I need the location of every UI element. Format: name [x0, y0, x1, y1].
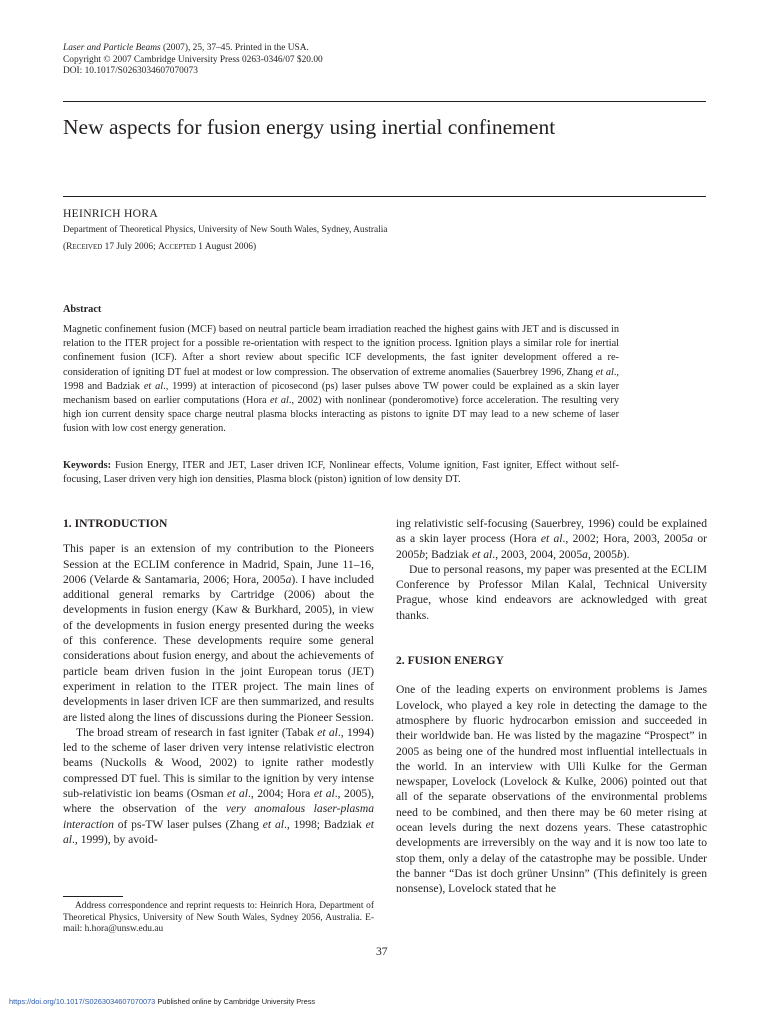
p2-text-f: ., 1998; Badziak: [283, 817, 366, 831]
p1-text-a: This paper is an extension of my contribution to the Pioneers Session at the ECLIM conference in Madrid, Spain, June 11–16, 2006 (Velarde & Santamaria, 2006; Hora, 2005: [63, 542, 374, 586]
r1-letter-b-2: b: [616, 547, 623, 561]
footnote-rule: [63, 896, 123, 897]
abstract-et-al-2: et al: [143, 380, 164, 392]
r1-et-al-1: et al: [540, 532, 563, 546]
author-name: HEINRICH HORA: [63, 207, 159, 220]
received-date: 17 July 2006;: [102, 242, 159, 252]
page-number: 37: [376, 945, 388, 958]
p2-text-e: of ps-TW laser pulses (Zhang: [113, 817, 263, 831]
p2-emphasis: very anomalous laser-plasma interaction: [63, 802, 374, 831]
r1-text-e: ., 2003, 2004, 2005: [492, 547, 583, 561]
section-1-heading: 1. INTRODUCTION: [63, 517, 168, 530]
abstract-text-2: ., 1998 and Badziak: [63, 366, 620, 392]
doi-link[interactable]: https://doi.org/10.1017/S0263034607070073: [9, 997, 156, 1006]
received-accepted-dates: [63, 242, 256, 252]
accepted-label: Accepted: [158, 242, 196, 252]
published-online-line: [9, 997, 315, 1006]
title-rule: [63, 196, 706, 197]
r1-letter-a-2: a: [582, 547, 588, 561]
journal-doi: DOI: 10.1017/S0263034607070073: [63, 66, 198, 76]
journal-copyright: Copyright © 2007 Cambridge University Press 0263-0346/07 $20.00: [63, 54, 323, 65]
intro-paragraph-1: [63, 541, 374, 725]
journal-name: Laser and Particle Beams: [63, 43, 161, 53]
p2-et-al-3: et al: [313, 787, 335, 801]
left-column: [63, 516, 374, 847]
abstract-et-al-1: et al: [595, 366, 614, 378]
p2-et-al-2: et al: [227, 787, 248, 801]
accepted-date: 1 August 2006): [195, 242, 257, 252]
abstract-text-1: Magnetic confinement fusion (MCF) based on neutral particle beam irradiation reached the highest gains with JET and is discussed in relation to the ITER project for a possible re-orientation with respect to the ignition process. Ignition plays a similar role for inertial confinement fusion (ICF). After a short review about specific ICF developments, the fast igniter development offered a re-consideration of igniting DT fuel at modest or low compression. The observation of extreme anomalies (Sauerbrey 1996, Zhang: [63, 324, 619, 378]
p2-et-al-1: et al: [317, 725, 338, 739]
p1-letter-a: a: [285, 572, 292, 586]
right-column: [396, 516, 707, 897]
fusion-energy-paragraph: One of the leading experts on environment problems is James Lovelock, who played a key role in detecting the damage to the atmosphere by fluoric hydrocarbon emission and succeeded in their worldwide ban. He was listed by the magazine “Prospect” in 2005 as being one of the hundred most influential intellectuals in the world. In an interview with Ulli Kulke for the German newspaper, Lovelock (Lovelock & Kulke, 2006) pointed out that all of the separate observations of the environmental problems need to be combined, and then there may be 60 meter rising at ocean levels during the next dozens years. These catastrophic developments are irreversibly on the way and it is now too late to stop them, only a delay of the catastrophe may be possible. Under the banner “Das ist doch grüner Unsinn” (This definitely is green nonsense), Lovelock stated that he: [396, 683, 707, 896]
p2-text-a: The broad stream of research in fast igniter (Tabak: [76, 725, 318, 739]
published-online-text: Published online by Cambridge University Press: [155, 997, 316, 1006]
abstract-text-4: ., 2002) with nonlinear (ponderomotive) force acceleration. The resulting very high ion current density space charge neutral plasma blocks interacting as pistons to ignite DT may lead to a new scheme of laser fusion with low cost energy generation.: [63, 395, 619, 435]
keywords-label: Keywords:: [63, 460, 112, 471]
r1-text-c: or 2005: [396, 532, 707, 561]
dates-open: (: [63, 242, 67, 252]
r1-et-al-2: et al: [472, 547, 493, 561]
right-paragraph-1: [396, 516, 707, 562]
abstract-heading: Abstract: [63, 304, 102, 315]
journal-citation-rest: (2007), 25, 37–45. Printed in the USA.: [160, 43, 309, 53]
article-title: New aspects for fusion energy using inertial confinement: [63, 115, 556, 139]
abstract-et-al-3: et al: [270, 395, 289, 407]
section-2-heading: 2. FUSION ENERGY: [396, 654, 504, 668]
p1-text-b: ). I have included additional general remarks by Cartridge (2006) about the developments in fusion energy (Kaw & Burkhard, 2005), in view of the developments in fusion energy presented during the weeks of this conference. These developments require some general considerations about fusion energy, and about the achievements of particle beam driven fusion in the joint European torus (JET) experiment in relation to the ITER project. The main lines of developments in laser driven ICF are then summarized, and results are listed along the lines of discussions during the Pioneer Session.: [63, 572, 374, 724]
r1-letter-a-1: a: [687, 532, 694, 546]
abstract-text-3: ., 1999) at interaction of picosecond (ps) laser pulses above TW power could be explained as a skin layer mechanism based on earlier computations (Hora: [63, 380, 619, 407]
r1-text-d: ; Badziak: [424, 547, 472, 561]
keywords-text: Fusion Energy, ITER and JET, Laser driven ICF, Nonlinear effects, Volume ignition, Fast igniter, Effect without self-focusing, Laser driven very high ion densities, Plasma block (piston) ignition of low density DT.: [63, 460, 619, 486]
abstract-body: [63, 323, 619, 437]
r1-letter-b-1: b: [419, 547, 425, 561]
p2-text-d: ., 2005), where the observation of the: [63, 787, 374, 816]
top-rule: [63, 101, 706, 102]
p2-et-al-4: et al: [262, 817, 284, 831]
p2-text-c: ., 2004; Hora: [247, 787, 314, 801]
r1-text-b: ., 2002; Hora, 2003, 2005: [562, 532, 688, 546]
author-affiliation: Department of Theoretical Physics, University of New South Wales, Sydney, Australia: [63, 225, 388, 235]
r1-text-a: ing relativistic self-focusing (Sauerbrey, 1996) could be explained as a skin layer process (Hora: [396, 517, 707, 546]
received-label: Received: [66, 242, 103, 252]
p2-et-al-5: et al: [63, 817, 374, 846]
r1-text-g: ).: [622, 547, 630, 561]
intro-paragraph-2: [63, 725, 374, 847]
p2-text-b: ., 1994) led to the scheme of laser driven very intense relativistic electron beams (Nuckolls & Wood, 2002) to ignite rather modestly compressed DT fuel. This is similar to the ignition by very intense sub-relativistic ion beams (Osman: [63, 725, 374, 801]
right-paragraph-2: Due to personal reasons, my paper was presented at the ECLIM Conference by Professor Milan Kalal, Technical University Prague, whose kind endeavors are acknowledged with great thanks.: [396, 562, 707, 622]
r1-text-f: , 2005: [587, 547, 617, 561]
p2-text-g: ., 1999), by avoid-: [72, 832, 158, 846]
keywords: [63, 459, 619, 487]
journal-header: [63, 43, 623, 78]
footnote: Address correspondence and reprint requests to: Heinrich Hora, Department of Theoretical Physics, University of New South Wales, Sydney 2056, Australia. E-mail: h.hora@unsw.edu.au: [63, 901, 374, 934]
journal-citation: [63, 43, 623, 55]
